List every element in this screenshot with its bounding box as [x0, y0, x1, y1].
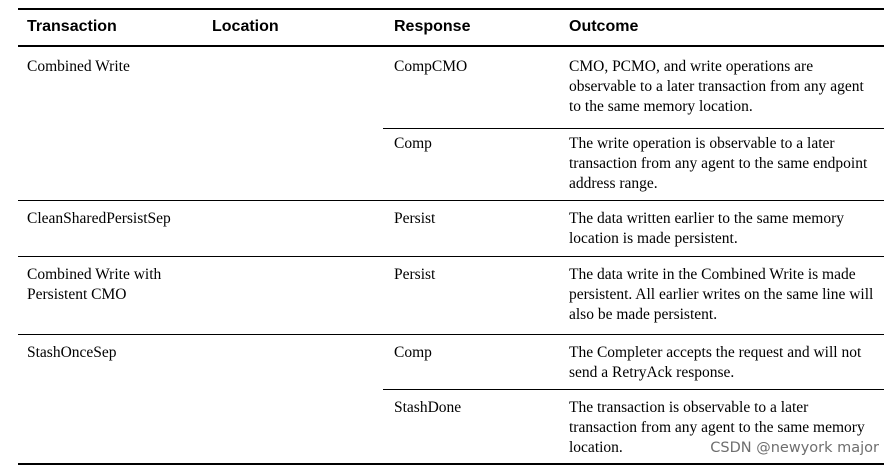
response-cell: Comp: [394, 344, 432, 361]
response-cell: Persist: [394, 266, 436, 283]
table-header: [18, 10, 884, 47]
response-cell: StashDone: [394, 399, 462, 416]
outcome-cell: CMO, PCMO, and write operations are observable to a later transaction from any agent to the same memory location.: [569, 58, 864, 115]
header-location: Location: [212, 18, 279, 35]
watermark: CSDN @newyork major: [710, 440, 879, 456]
transaction-cell: Combined Write: [27, 58, 130, 75]
outcome-cell: The write operation is observable to a later transaction from any agent to the same endpoint address range.: [569, 135, 868, 192]
response-cell: Comp: [394, 135, 432, 152]
transaction-cell: Combined Write with Persistent CMO: [27, 266, 162, 303]
outcome-cell: The data written earlier to the same memory location is made persistent.: [569, 210, 845, 247]
table-row: [18, 201, 884, 257]
transaction-cell: CleanSharedPersistSep: [27, 210, 171, 227]
sub-row-divider: [383, 389, 884, 390]
table-row: [18, 257, 884, 335]
table-row: [18, 47, 884, 201]
response-cell: CompCMO: [394, 58, 468, 75]
header-transaction: Transaction: [27, 18, 117, 35]
outcome-cell: The transaction is observable to a later transaction from any agent to the same memory location.: [569, 399, 865, 456]
header-response: Response: [394, 18, 471, 35]
response-cell: Persist: [394, 210, 436, 227]
sub-row-divider: [383, 128, 884, 129]
transaction-table: [18, 8, 884, 465]
outcome-cell: The Completer accepts the request and will not send a RetryAck response.: [569, 344, 862, 381]
outcome-cell: The data write in the Combined Write is made persistent. All earlier writes on the same line will also be made persistent.: [569, 266, 874, 323]
transaction-cell: StashOnceSep: [27, 344, 117, 361]
header-outcome: Outcome: [569, 18, 639, 35]
